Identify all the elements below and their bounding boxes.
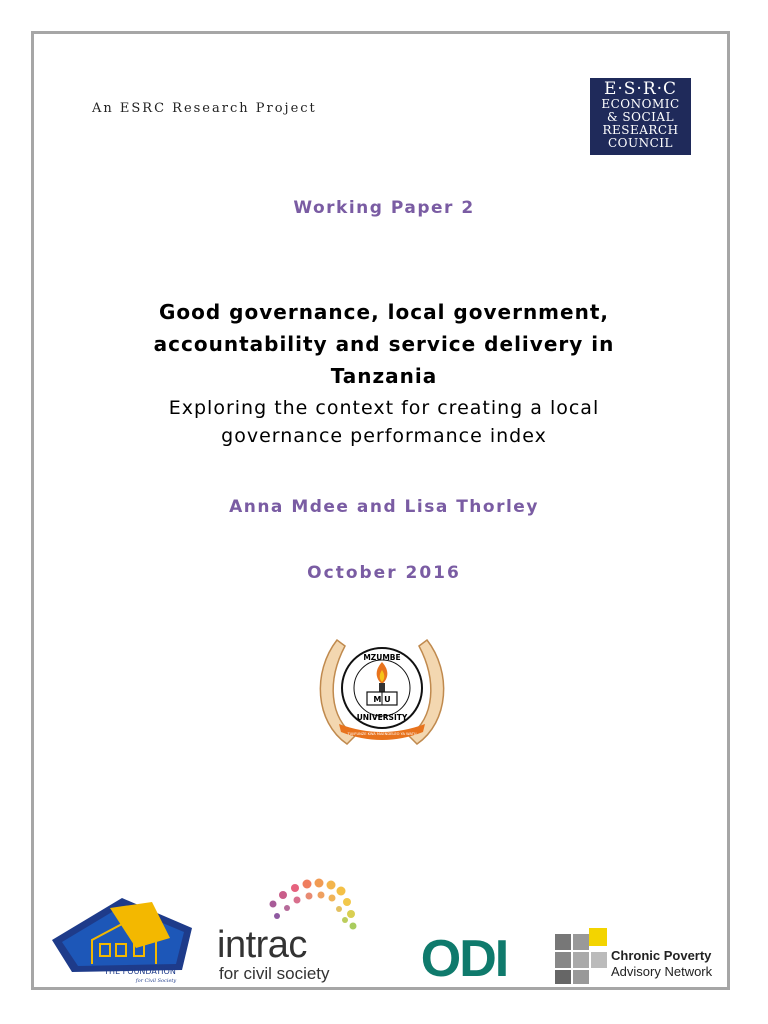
- seal-motto: TUJIFUNZE KWA MAENDELEO YA WATU: [347, 732, 417, 736]
- intrac-tagline: for civil society: [219, 964, 330, 983]
- esrc-logo-line3: & SOCIAL: [606, 110, 675, 124]
- odi-wordmark: ODI: [420, 930, 508, 984]
- title-line-2: accountability and service delivery in: [153, 332, 615, 356]
- mzumbe-university-seal: [307, 632, 457, 750]
- seal-bottom-text: UNIVERSITY: [356, 713, 408, 722]
- title-line-1: Good governance, local government,: [159, 300, 609, 324]
- cpan-logo: [555, 928, 725, 984]
- esrc-logo: [590, 78, 691, 155]
- cpan-name-line2: Advisory Network: [611, 964, 713, 979]
- odi-logo: [399, 928, 529, 984]
- intrac-wordmark: intrac: [217, 924, 307, 966]
- title-line-3: Tanzania: [330, 364, 438, 388]
- page-subtitle: [80, 394, 688, 450]
- cpan-squares-icon: [555, 928, 609, 984]
- esrc-logo-line4: RESEARCH: [602, 123, 679, 137]
- intrac-logo: [217, 878, 387, 986]
- subtitle-line-2: governance performance index: [221, 425, 547, 447]
- foundation-tagline: for Civil Society: [135, 978, 177, 983]
- foundation-civil-society-logo: [52, 898, 192, 983]
- page-title: [80, 296, 688, 392]
- working-paper-label: Working Paper 2: [293, 198, 475, 218]
- authors: Anna Mdee and Lisa Thorley: [229, 497, 539, 517]
- esrc-logo-line2: ECONOMIC: [601, 97, 680, 111]
- esrc-logo-line5: COUNCIL: [607, 136, 674, 150]
- foundation-name: THE FOUNDATION: [104, 967, 176, 976]
- project-line: An ESRC Research Project: [92, 101, 317, 116]
- esrc-logo-line1: E·S·R·C: [603, 79, 678, 99]
- cpan-name-line1: Chronic Poverty: [611, 948, 712, 963]
- seal-top-text: MZUMBE: [363, 653, 401, 662]
- publication-date: October 2016: [307, 563, 461, 583]
- seal-center-text: M U: [373, 695, 391, 704]
- subtitle-line-1: Exploring the context for creating a local: [168, 397, 600, 419]
